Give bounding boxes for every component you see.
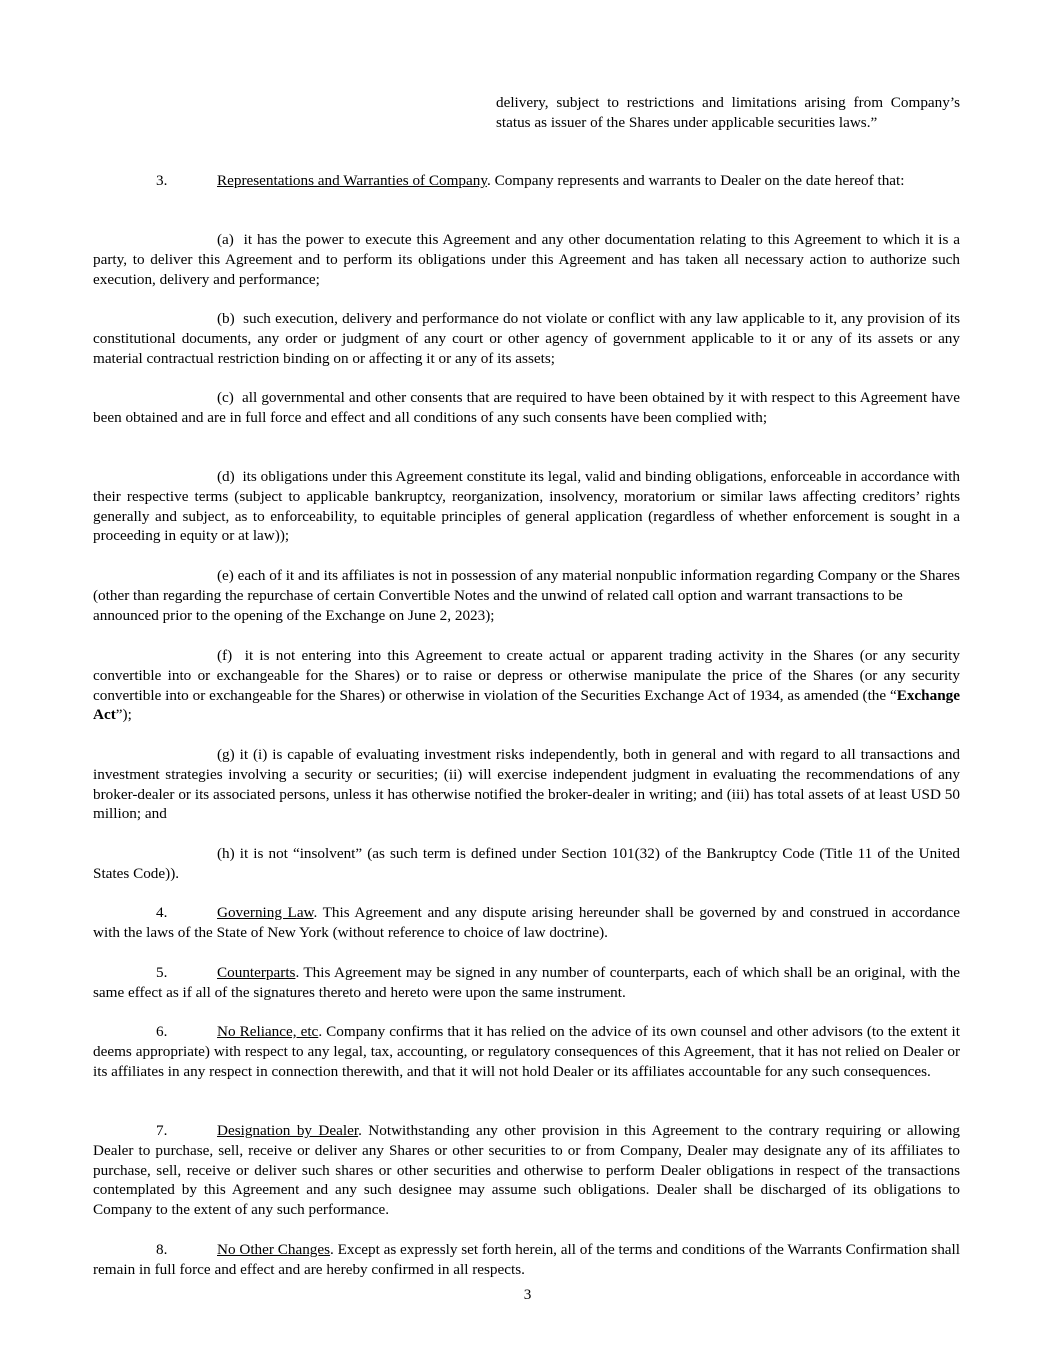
section-6-title: No Reliance, etc xyxy=(217,1023,319,1040)
section-4-number: 4. xyxy=(156,904,168,921)
section-8-paragraph xyxy=(93,1240,960,1280)
section-8-number: 8. xyxy=(156,1241,168,1258)
clause-d-paragraph xyxy=(93,467,960,546)
section-3-text: . Company represents and warrants to Dealer on the date hereof that: xyxy=(486,172,905,189)
clause-d-text: its obligations under this Agreement constitute its legal, valid and binding obligations, enforceable in accordance with their respective terms (subject to applicable bankruptcy, reorganization, insolvency, moratorium or similar laws affecting creditors’ rights generally and subject, as to enforceability, to equitable principles of general application (regardless of whether enforcement is sought in a proceeding in equity or at law)); xyxy=(93,468,961,545)
clause-b-text: such execution, delivery and performance do not violate or conflict with any law applicable to it, any provision of its constitutional documents, any order or judgment of any court or other agency of government applicable to it or any of its assets or any material contractual restriction binding on or affecting it or any of its assets; xyxy=(93,310,960,367)
section-5-title: Counterparts xyxy=(217,964,296,981)
clause-g-paragraph xyxy=(93,745,960,824)
section-7-text: . Notwithstanding any other provision in this Agreement to the contrary requiring or allowing Dealer to purchase, sell, receive or deliver any Shares or other securities to or from Company, Dealer may designate any of its affiliates to purchase, sell, receive or deliver such shares or other securities and otherwise to perform Dealer obligations in respect of the transactions contemplated by this Agreement and any such designee may assume such obligations. Dealer shall be discharged of its obligations to Company to the extent of any such performance. xyxy=(93,1122,960,1219)
page-number: 3 xyxy=(523,1286,532,1303)
clause-c-text: all governmental and other consents that are required to have been obtained by it with respect to this Agreement have been obtained and are in full force and effect and all conditions of any such consents have been complied with; xyxy=(93,389,960,426)
clause-d-label: (d) xyxy=(217,468,235,485)
section-4-text: . This Agreement and any dispute arising hereunder shall be governed by and construed in accordance with the laws of the State of New York (without reference to choice of law doctrine). xyxy=(93,904,960,941)
clause-c-label: (c) xyxy=(217,389,234,406)
clause-h-paragraph xyxy=(93,844,960,884)
clause-h-text: it is not “insolvent” (as such term is defined under Section 101(32) of the Bankruptcy Code (Title 11 of the United States Code)). xyxy=(93,845,961,882)
section-7-number: 7. xyxy=(156,1122,168,1139)
clause-g-label: (g) xyxy=(217,746,235,763)
clause-f-text-end: ”); xyxy=(115,706,132,724)
section-3-title: Representations and Warranties of Company xyxy=(217,172,487,189)
clause-a-label: (a) xyxy=(217,231,234,248)
section-8-title: No Other Changes xyxy=(217,1241,331,1258)
clause-a-text: it has the power to execute this Agreement and any other documentation relating to this Agreement to which it is a party, to deliver this Agreement and to perform its obligations under this Agreement and has taken all necessary action to authorize such execution, delivery and performance; xyxy=(93,231,961,288)
clause-f-paragraph xyxy=(93,646,960,725)
clause-f-text: it is not entering into this Agreement to create actual or apparent trading activity in the Shares (or any security convertible into or exchangeable for the Shares) or to raise or depress or otherwise manipulate the price of the Shares (or any security convertible into or exchangeable for the Shares) or otherwise in violation of the Securities Exchange Act of 1934, as amended (the “ xyxy=(93,647,960,704)
section-5-paragraph xyxy=(93,963,960,1003)
clause-f-label: (f) xyxy=(217,647,233,664)
exchange-act-defined-term: Exchange Act xyxy=(93,686,960,724)
clause-a-paragraph xyxy=(93,230,960,289)
clause-e-label: (e) xyxy=(217,567,234,584)
section-6-paragraph xyxy=(93,1022,960,1081)
section-3-paragraph xyxy=(93,171,960,191)
section-8-text: . Except as expressly set forth herein, all of the terms and conditions of the Warrants Confirmation shall remain in full force and effect and are hereby confirmed in all respects. xyxy=(93,1241,960,1278)
section-7-title: Designation by Dealer xyxy=(217,1122,359,1139)
section-7-paragraph xyxy=(93,1121,960,1220)
clause-h-label: (h) xyxy=(217,845,235,862)
section-3-number: 3. xyxy=(156,172,168,189)
section-6-number: 6. xyxy=(156,1023,168,1040)
clause-b-label: (b) xyxy=(217,310,235,327)
clause-e-text: each of it and its affiliates is not in possession of any material nonpublic information regarding Company or the Shares (other than regarding the repurchase of certain Convertible Notes and the unwind of related call option and warrant transactions to be announced prior to the opening of the Exchange on June 2, 2023); xyxy=(93,567,960,624)
section-6-text: . Company confirms that it has relied on the advice of its own counsel and other advisors (to the extent it deems appropriate) with respect to any legal, tax, accounting, or regulatory consequences of this Agreement, that it has not relied on Dealer or its affiliates in any respect in connection therewith, and that it will not hold Dealer or its affiliates accountable for any such consequences. xyxy=(93,1023,960,1080)
section-5-number: 5. xyxy=(156,964,168,981)
section-4-paragraph xyxy=(93,903,960,943)
clause-e-paragraph xyxy=(93,566,960,625)
clause-b-paragraph xyxy=(93,309,960,368)
section-5-text: . This Agreement may be signed in any number of counterparts, each of which shall be an original, with the same effect as if all of the signatures thereto and hereto were upon the same instrument. xyxy=(93,964,960,1001)
quoted-text-continuation: delivery, subject to restrictions and limitations arising from Company’s status as issuer of the Shares under applicable securities laws.” xyxy=(496,94,960,131)
section-4-title: Governing Law xyxy=(217,904,314,921)
clause-c-paragraph xyxy=(93,388,960,428)
clause-g-text: it (i) is capable of evaluating investment risks independently, both in general and with regard to all transactions and investment strategies involving a security or securities; (ii) will exercise independent judgment in evaluating the recommendations of any broker-dealer or its associated persons, unless it has otherwise notified the broker-dealer in writing; and (iii) has total assets of at least USD 50 million; and xyxy=(93,746,961,823)
